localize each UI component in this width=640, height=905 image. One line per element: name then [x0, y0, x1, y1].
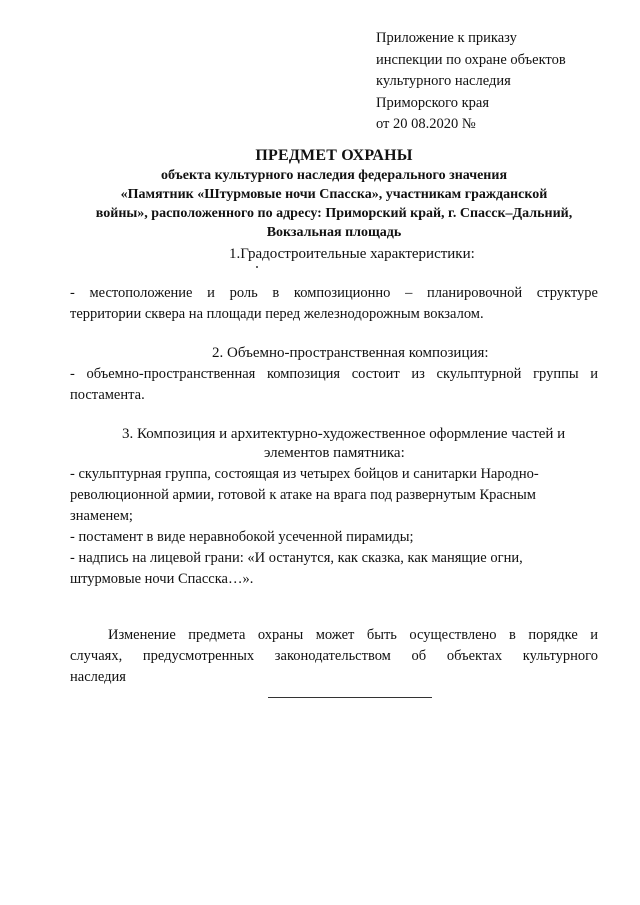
section3-line: - надпись на лицевой грани: «И останутся, как сказка, как манящие огни, — [70, 550, 523, 566]
appendix-line: культурного наследия — [376, 73, 511, 89]
section1-line: территории сквера на площади перед железнодорожным вокзалом. — [70, 306, 484, 322]
title-line: войны», расположенного по адресу: Приморский край, г. Спасск–Дальний, — [95, 206, 573, 221]
section1-heading: 1.Градостроительные характеристики: — [229, 246, 475, 262]
section1-text — [70, 283, 598, 325]
section3-text — [70, 464, 598, 590]
appendix-line: Приморского края — [376, 94, 490, 111]
section3-line: штурмовые ночи Спасска…». — [70, 571, 254, 587]
section3-line: революционной армии, готовой к атаке на врага под развернутым Красным — [70, 487, 536, 503]
closing-rule — [268, 697, 432, 698]
title-line: объекта культурного наследия федерального значения — [160, 168, 508, 183]
document-title — [70, 146, 598, 242]
closing-line: Изменение предмета охраны может быть осуществлено в порядке и — [108, 627, 598, 643]
appendix-line: Приложение к приказу — [376, 30, 517, 46]
title-line: «Памятник «Штурмовые ночи Спасска», участникам гражданской — [120, 187, 548, 202]
section2-text — [70, 364, 598, 406]
closing-text — [70, 625, 598, 688]
section1-line: - местоположение и роль в композиционно – планировочной структуре — [70, 285, 598, 301]
title-main: ПРЕДМЕТ ОХРАНЫ — [255, 147, 413, 164]
section3-heading-line: 3. Композиция и архитектурно-художественное оформление частей и — [122, 426, 566, 442]
section2-line: - объемно-пространственная композиция состоит из скульптурной группы и — [70, 366, 598, 382]
stray-mark — [256, 266, 258, 268]
section3-line: знаменем; — [70, 508, 133, 524]
section3-line: - постамент в виде неравнобокой усеченной пирамиды; — [70, 529, 414, 545]
section2-line: постамента. — [70, 387, 145, 403]
section3-heading-line: элементов памятника: — [264, 445, 405, 461]
section3-line: - скульптурная группа, состоящая из четырех бойцов и санитарки Народно- — [70, 466, 539, 482]
section2-heading: 2. Объемно-пространственная композиция: — [212, 345, 489, 361]
closing-line: наследия — [70, 669, 126, 685]
title-line: Вокзальная площадь — [266, 225, 402, 240]
closing-line: случаях, предусмотренных законодательством об объектах культурного — [70, 648, 598, 664]
appendix-line: инспекции по охране объектов — [376, 51, 566, 68]
appendix-note — [376, 28, 616, 136]
appendix-line: от 20 08.2020 № — [376, 116, 476, 132]
